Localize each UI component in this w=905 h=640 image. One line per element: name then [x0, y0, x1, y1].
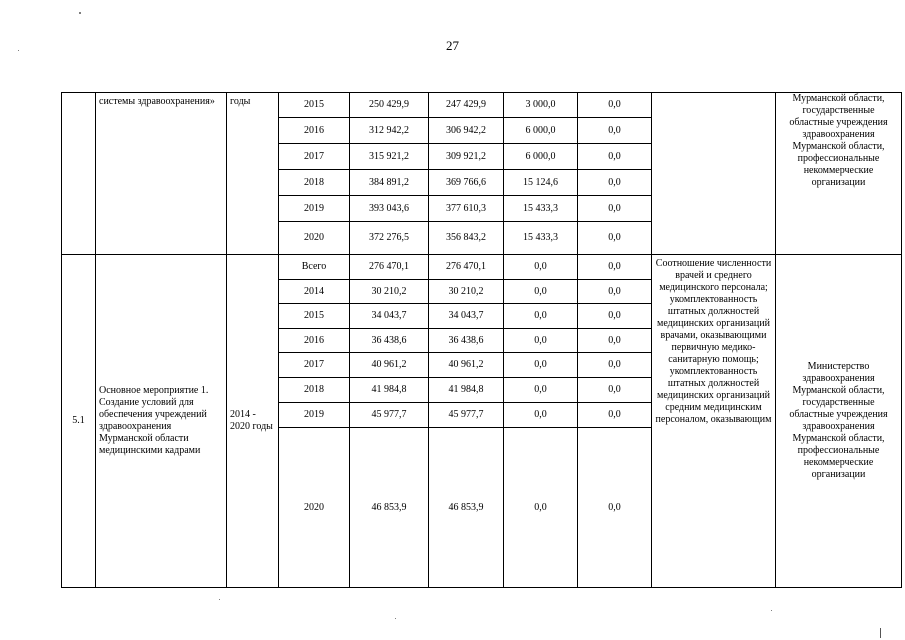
- regional-budget-cell: 34 043,7: [429, 304, 504, 329]
- table-row: [62, 255, 902, 280]
- federal-budget-cell: 6 000,0: [504, 118, 578, 144]
- federal-budget-cell: 6 000,0: [504, 144, 578, 170]
- total-cell: 45 977,7: [350, 403, 429, 428]
- year-cell: 2017: [279, 353, 350, 378]
- term-cell: годы: [227, 93, 279, 255]
- total-cell: 46 853,9: [350, 428, 429, 588]
- regional-budget-cell: 369 766,6: [429, 170, 504, 196]
- program-measures-table: [61, 92, 902, 588]
- federal-budget-cell: 0,0: [504, 428, 578, 588]
- federal-budget-cell: 3 000,0: [504, 93, 578, 118]
- total-cell: 30 210,2: [350, 280, 429, 304]
- term-cell: 2014 - 2020 годы: [227, 255, 279, 588]
- other-sources-cell: 0,0: [578, 428, 652, 588]
- other-sources-cell: 0,0: [578, 329, 652, 353]
- other-sources-cell: 0,0: [578, 403, 652, 428]
- federal-budget-cell: 15 124,6: [504, 170, 578, 196]
- scan-speck: [219, 599, 220, 600]
- measure-name-cell: Основное мероприятие 1. Создание условий для обеспечения учреждений здравоохранения Мурманской области медицинскими кадрами: [96, 255, 227, 588]
- total-cell: 40 961,2: [350, 353, 429, 378]
- other-sources-cell: 0,0: [578, 170, 652, 196]
- total-cell: 41 984,8: [350, 378, 429, 403]
- row-number-cell: 5.1: [62, 255, 96, 588]
- regional-budget-cell: 377 610,3: [429, 196, 504, 222]
- other-sources-cell: 0,0: [578, 222, 652, 255]
- year-cell: 2020: [279, 428, 350, 588]
- other-sources-cell: 0,0: [578, 304, 652, 329]
- year-cell: 2016: [279, 329, 350, 353]
- other-sources-cell: 0,0: [578, 144, 652, 170]
- year-cell: 2018: [279, 170, 350, 196]
- regional-budget-cell: 356 843,2: [429, 222, 504, 255]
- federal-budget-cell: 0,0: [504, 255, 578, 280]
- federal-budget-cell: 0,0: [504, 353, 578, 378]
- scan-speck: [79, 12, 81, 14]
- other-sources-cell: 0,0: [578, 378, 652, 403]
- row-number-cell: [62, 93, 96, 255]
- scan-speck: [880, 628, 881, 638]
- year-cell: Всего: [279, 255, 350, 280]
- regional-budget-cell: 247 429,9: [429, 93, 504, 118]
- measure-name-cell: системы здравоохранения»: [96, 93, 227, 255]
- scan-speck: [18, 50, 19, 51]
- indicator-cell: [652, 93, 776, 255]
- federal-budget-cell: 0,0: [504, 403, 578, 428]
- federal-budget-cell: 15 433,3: [504, 196, 578, 222]
- other-sources-cell: 0,0: [578, 118, 652, 144]
- total-cell: 250 429,9: [350, 93, 429, 118]
- regional-budget-cell: 46 853,9: [429, 428, 504, 588]
- year-cell: 2019: [279, 196, 350, 222]
- indicator-cell: Соотношение численности врачей и среднего медицинского персонала; укомплектованность штатных должностей медицинских организаций врачами, оказывающими первичную медико-санитарную помощь; укомплектованность штатных должностей медицинских организаций средним медицинским персоналом, оказывающим: [652, 255, 776, 588]
- total-cell: 36 438,6: [350, 329, 429, 353]
- total-cell: 372 276,5: [350, 222, 429, 255]
- total-cell: 384 891,2: [350, 170, 429, 196]
- federal-budget-cell: 15 433,3: [504, 222, 578, 255]
- regional-budget-cell: 36 438,6: [429, 329, 504, 353]
- other-sources-cell: 0,0: [578, 196, 652, 222]
- total-cell: 315 921,2: [350, 144, 429, 170]
- year-cell: 2020: [279, 222, 350, 255]
- other-sources-cell: 0,0: [578, 280, 652, 304]
- year-cell: 2014: [279, 280, 350, 304]
- total-cell: 34 043,7: [350, 304, 429, 329]
- year-cell: 2017: [279, 144, 350, 170]
- regional-budget-cell: 276 470,1: [429, 255, 504, 280]
- year-cell: 2015: [279, 93, 350, 118]
- scan-speck: [771, 610, 772, 611]
- total-cell: 276 470,1: [350, 255, 429, 280]
- regional-budget-cell: 41 984,8: [429, 378, 504, 403]
- scan-speck: [395, 618, 396, 619]
- year-cell: 2015: [279, 304, 350, 329]
- other-sources-cell: 0,0: [578, 255, 652, 280]
- executor-cell: Мурманской области, государственные областные учреждения здравоохранения Мурманской области, профессиональные некоммерческие организации: [776, 93, 902, 255]
- total-cell: 312 942,2: [350, 118, 429, 144]
- page-number: 27: [446, 38, 459, 53]
- table-row: [62, 93, 902, 118]
- year-cell: 2016: [279, 118, 350, 144]
- executor-cell: Министерство здравоохранения Мурманской области, государственные областные учреждения здравоохранения Мурманской области, профессиональные некоммерческие организации: [776, 255, 902, 588]
- other-sources-cell: 0,0: [578, 93, 652, 118]
- other-sources-cell: 0,0: [578, 353, 652, 378]
- federal-budget-cell: 0,0: [504, 304, 578, 329]
- regional-budget-cell: 309 921,2: [429, 144, 504, 170]
- regional-budget-cell: 45 977,7: [429, 403, 504, 428]
- regional-budget-cell: 30 210,2: [429, 280, 504, 304]
- regional-budget-cell: 306 942,2: [429, 118, 504, 144]
- total-cell: 393 043,6: [350, 196, 429, 222]
- federal-budget-cell: 0,0: [504, 280, 578, 304]
- year-cell: 2019: [279, 403, 350, 428]
- year-cell: 2018: [279, 378, 350, 403]
- federal-budget-cell: 0,0: [504, 329, 578, 353]
- regional-budget-cell: 40 961,2: [429, 353, 504, 378]
- federal-budget-cell: 0,0: [504, 378, 578, 403]
